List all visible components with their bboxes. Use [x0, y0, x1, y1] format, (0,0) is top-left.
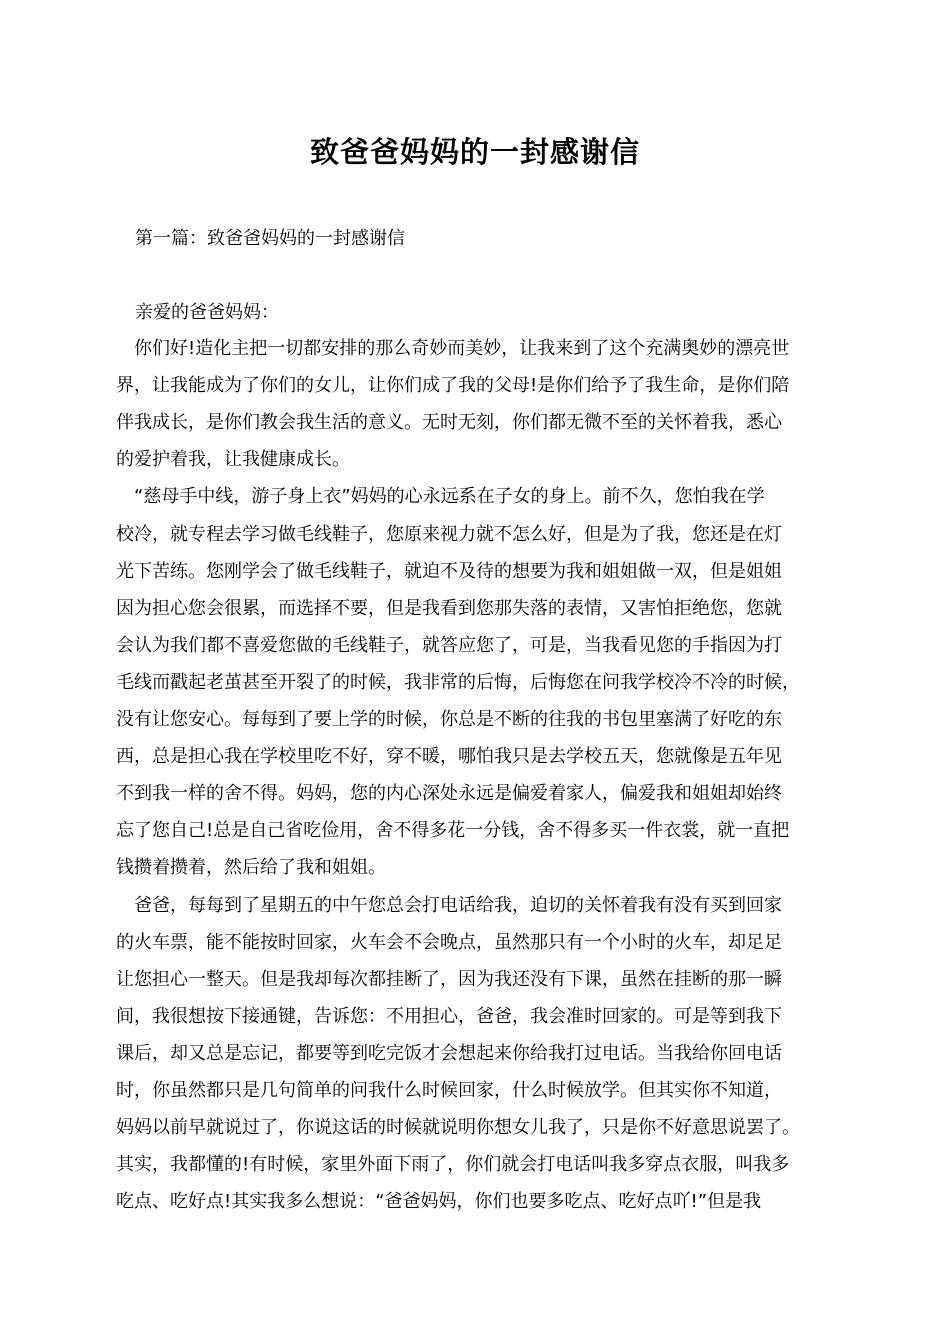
body-line: 你们好!造化主把一切都安排的那么奇妙而美妙，让我来到了这个充满奥妙的漂亮世	[116, 338, 790, 359]
body-line: 课后，却又总是忘记，都要等到吃完饭才会想起来你给我打过电话。当我给你回电话	[116, 1043, 782, 1064]
body-line: 妈妈以前早就说过了，你说这话的时候就说明你想女儿我了，只是你不好意思说罢了。	[116, 1117, 800, 1138]
body-line: 会认为我们都不喜爱您做的毛线鞋子，就答应您了，可是，当我看见您的手指因为打	[116, 635, 782, 656]
body-line: 忘了您自己!总是自己省吃俭用，舍不得多花一分钱，舍不得多买一件衣裳，就一直把	[116, 820, 790, 841]
body-line: 伴我成长，是你们教会我生活的意义。无时无刻，你们都无微不至的关怀着我，悉心	[116, 412, 782, 433]
section-heading: 第一篇：致爸爸妈妈的一封感谢信	[135, 228, 405, 249]
body-line: 吃点、吃好点!其实我多么想说：“爸爸妈妈，你们也要多吃点、吃好点吖!”但是我	[116, 1191, 762, 1212]
body-line: 的火车票，能不能按时回家，火车会不会晚点，虽然那只有一个小时的火车，却足足	[116, 932, 782, 953]
body-line: 光下苦练。您刚学会了做毛线鞋子，就迫不及待的想要为我和姐姐做一双，但是姐姐	[116, 561, 782, 582]
body-line: 其实，我都懂的!有时候，家里外面下雨了，你们就会打电话叫我多穿点衣服，叫我多	[116, 1154, 790, 1175]
body-line: 的爱护着我，让我健康成长。	[116, 449, 350, 470]
body-line: 界，让我能成为了你们的女儿，让你们成了我的父母!是你们给予了我生命，是你们陪	[116, 375, 790, 396]
body-line: 校冷，就专程去学习做毛线鞋子，您原来视力就不怎么好，但是为了我，您还是在灯	[116, 524, 782, 545]
body-line: 时，你虽然都只是几句简单的问我什么时候回家，什么时候放学。但其实你不知道，	[116, 1080, 782, 1101]
document-title: 致爸爸妈妈的一封感谢信	[309, 135, 640, 169]
body-line: “慈母手中线，游子身上衣”妈妈的心永远系在子女的身上。前不久，您怕我在学	[116, 486, 765, 507]
salutation: 亲爱的爸爸妈妈：	[135, 302, 279, 323]
body-line: 因为担心您会很累，而选择不要，但是我看到您那失落的表情，又害怕拒绝您，您就	[116, 598, 782, 619]
body-line: 毛线而戳起老茧甚至开裂了的时候，我非常的后悔，后悔您在问我学校冷不冷的时候，	[116, 672, 800, 693]
body-line: 不到我一样的舍不得。妈妈，您的内心深处永远是偏爱着家人，偏爱我和姐姐却始终	[116, 783, 782, 804]
body-line: 没有让您安心。每每到了要上学的时候，你总是不断的往我的书包里塞满了好吃的东	[116, 709, 782, 730]
body-line: 间，我很想按下接通键，告诉您：不用担心，爸爸，我会准时回家的。可是等到我下	[116, 1006, 782, 1027]
body-line: 爸爸，每每到了星期五的中午您总会打电话给我，迫切的关怀着我有没有买到回家	[116, 895, 782, 916]
body-line: 钱攒着攒着，然后给了我和姐姐。	[116, 857, 386, 878]
body-line: 西，总是担心我在学校里吃不好，穿不暖，哪怕我只是去学校五天，您就像是五年见	[116, 746, 782, 767]
body-line: 让您担心一整天。但是我却每次都挂断了，因为我还没有下课，虽然在挂断的那一瞬	[116, 969, 782, 990]
